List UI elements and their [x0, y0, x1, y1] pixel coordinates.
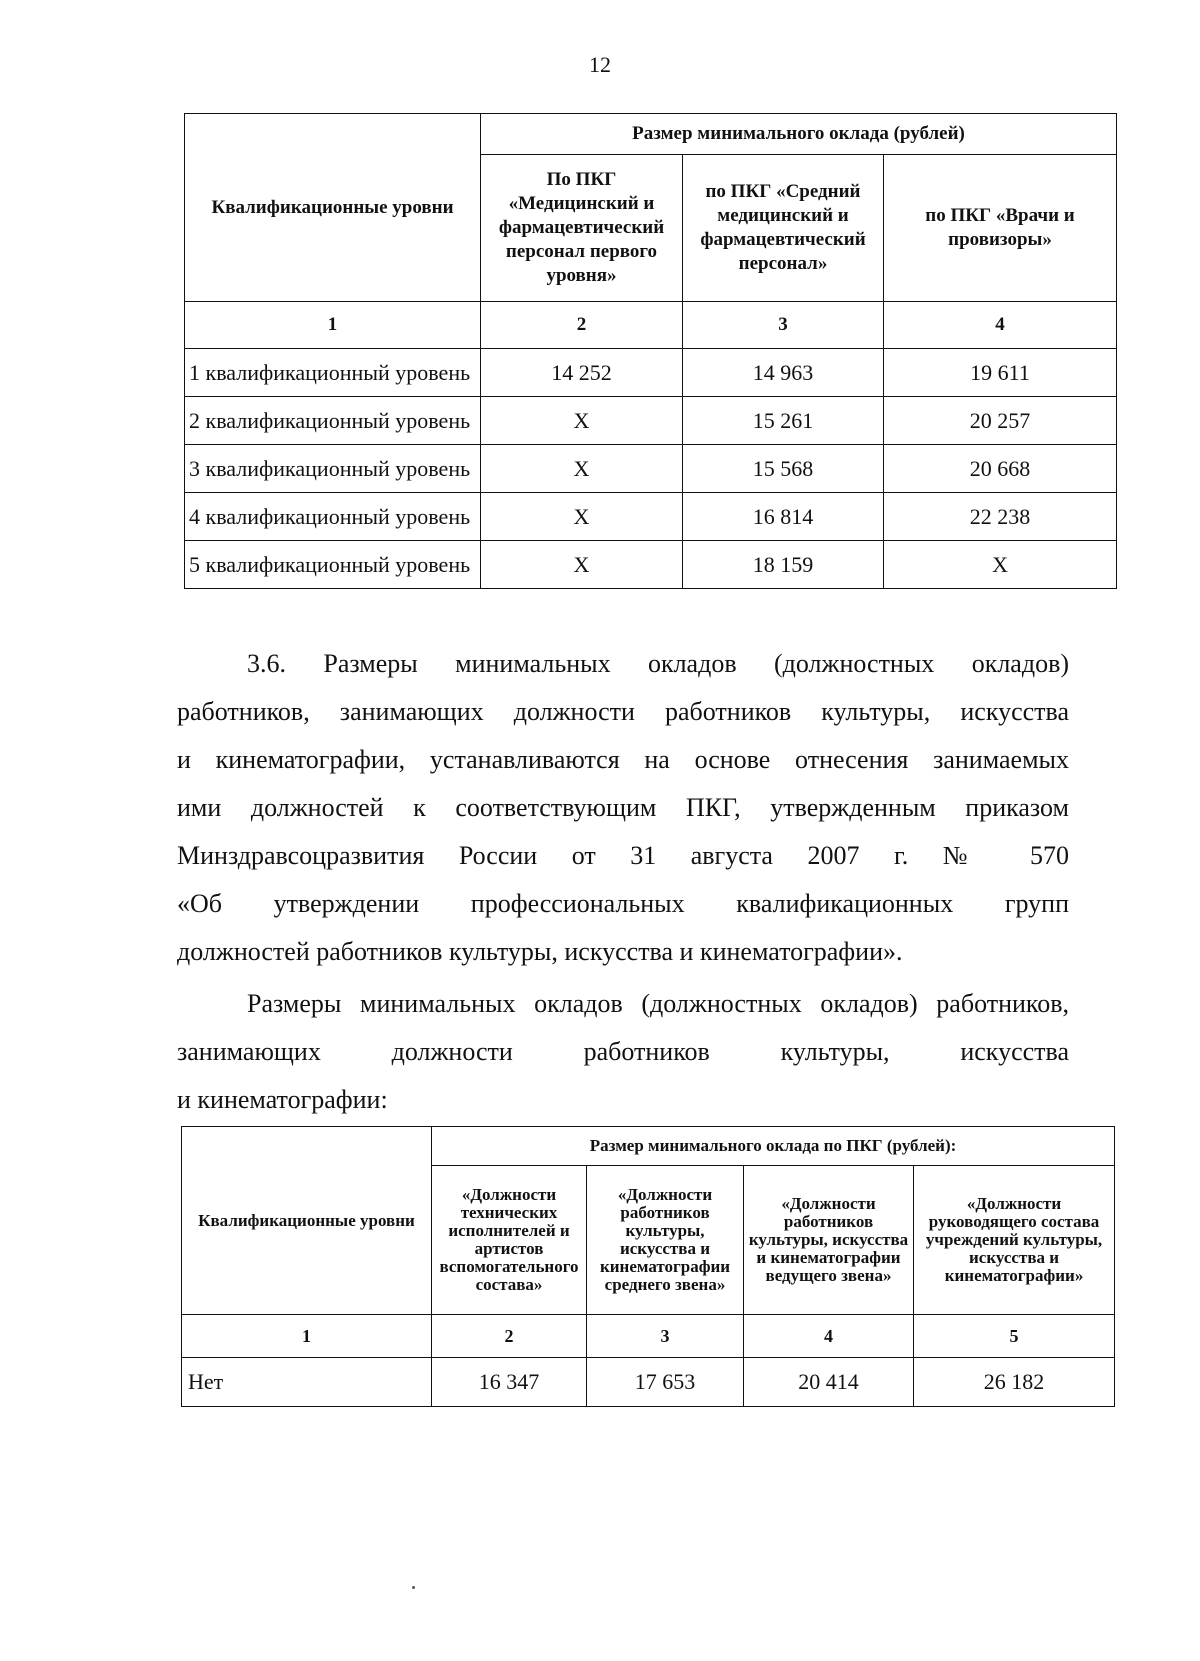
- paragraph-line: и кинематографии:: [177, 1085, 388, 1114]
- table1-cell: 19 611: [884, 349, 1117, 397]
- table1-cell: X: [481, 541, 683, 589]
- table1-cell: 22 238: [884, 493, 1117, 541]
- table-row: [185, 493, 1117, 541]
- table-row: [182, 1358, 1115, 1407]
- table-row: [185, 541, 1117, 589]
- table1-cell: 20 668: [884, 445, 1117, 493]
- paragraph-line: 3.6. Размеры минимальных окладов (должностных окладов): [247, 649, 1069, 678]
- salary-table-culture: [181, 1126, 1115, 1407]
- table1-level: 1 квалификационный уровень: [185, 349, 481, 397]
- table1-cell: 14 252: [481, 349, 683, 397]
- table2-level: Нет: [182, 1358, 432, 1407]
- table2-row-header: Квалификационные уровни: [182, 1127, 432, 1315]
- table2-cell: 26 182: [914, 1358, 1115, 1407]
- paragraph-line: ими должностей к соответствующим ПКГ, утвержденным приказом: [177, 793, 1069, 822]
- paragraph-line: «Об утверждении профессиональных квалификационных групп: [177, 889, 1069, 918]
- table2-cell: 17 653: [587, 1358, 744, 1407]
- table1-col-number: 3: [683, 302, 884, 349]
- table2-col-number: 2: [432, 1315, 587, 1358]
- table1-col-header-3: по ПКГ «Средний медицинский и фармацевтический персонал»: [683, 155, 884, 302]
- table1-cell: 20 257: [884, 397, 1117, 445]
- paragraph-3-6: [177, 640, 1069, 976]
- table1-row-header: Квалификационные уровни: [185, 114, 481, 302]
- table2-group-header: Размер минимального оклада по ПКГ (рублей):: [432, 1127, 1115, 1166]
- page-number: 12: [589, 52, 611, 77]
- table1-col-number: 4: [884, 302, 1117, 349]
- table1-cell: X: [884, 541, 1117, 589]
- table1-cell: X: [481, 445, 683, 493]
- table2-cell: 16 347: [432, 1358, 587, 1407]
- table1-cell: 18 159: [683, 541, 884, 589]
- paragraph-line: занимающих должности работников культуры, искусства: [177, 1037, 1069, 1066]
- salary-table-medical: [184, 113, 1117, 589]
- table-row: [185, 349, 1117, 397]
- table1-level: 4 квалификационный уровень: [185, 493, 481, 541]
- table1-cell: 14 963: [683, 349, 884, 397]
- table1-level: 3 квалификационный уровень: [185, 445, 481, 493]
- paragraph-line: и кинематографии, устанавливаются на основе отнесения занимаемых: [177, 745, 1069, 774]
- table1-cell: 15 261: [683, 397, 884, 445]
- table1-cell: 15 568: [683, 445, 884, 493]
- table2-col-number: 4: [744, 1315, 914, 1358]
- table1-cell: X: [481, 493, 683, 541]
- table1-cell: X: [481, 397, 683, 445]
- paragraph-line: Минздравсоцразвития России от 31 августа 2007 г. № 570: [177, 841, 1069, 870]
- table-row: [185, 445, 1117, 493]
- table1-col-number: 2: [481, 302, 683, 349]
- table2-col-header-3: «Должности работников культуры, искусства и кинематографии среднего звена»: [587, 1166, 744, 1315]
- table2-cell: 20 414: [744, 1358, 914, 1407]
- table1-col-header-4: по ПКГ «Врачи и провизоры»: [884, 155, 1117, 302]
- paragraph-line: должностей работников культуры, искусства и кинематографии».: [177, 937, 903, 966]
- table2-col-number: 3: [587, 1315, 744, 1358]
- table1-col-number: 1: [185, 302, 481, 349]
- paragraph-line: Размеры минимальных окладов (должностных окладов) работников,: [247, 989, 1069, 1018]
- scan-speck: [412, 1586, 415, 1589]
- paragraph-culture-salaries: [177, 980, 1069, 1124]
- table1-col-header-2: По ПКГ «Медицинский и фармацевтический персонал первого уровня»: [481, 155, 683, 302]
- table1-level: 5 квалификационный уровень: [185, 541, 481, 589]
- table2-col-header-2: «Должности технических исполнителей и артистов вспомогательного состава»: [432, 1166, 587, 1315]
- paragraph-line: работников, занимающих должности работников культуры, искусства: [177, 697, 1069, 726]
- table1-group-header: Размер минимального оклада (рублей): [481, 114, 1117, 155]
- table1-cell: 16 814: [683, 493, 884, 541]
- table2-col-number: 1: [182, 1315, 432, 1358]
- table2-col-header-4: «Должности работников культуры, искусства и кинематографии ведущего звена»: [744, 1166, 914, 1315]
- table-row: [185, 397, 1117, 445]
- table2-col-header-5: «Должности руководящего состава учреждений культуры, искусства и кинематографии»: [914, 1166, 1115, 1315]
- table1-level: 2 квалификационный уровень: [185, 397, 481, 445]
- table2-col-number: 5: [914, 1315, 1115, 1358]
